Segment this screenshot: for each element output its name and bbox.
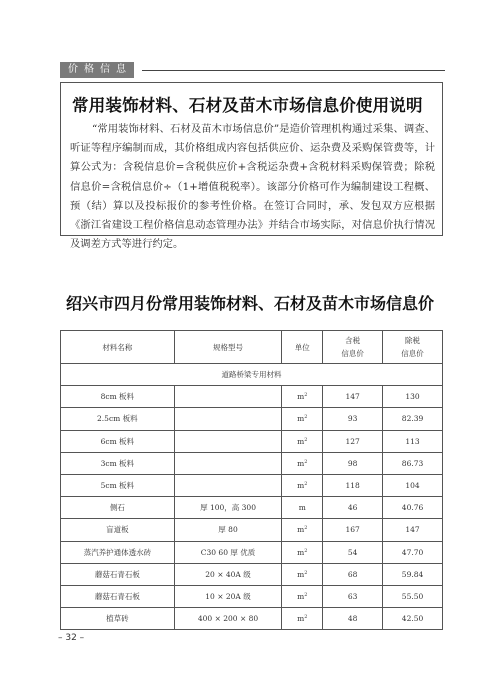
cell-tax-excluded: 104 xyxy=(383,474,443,496)
cell-tax-included: 54 xyxy=(323,541,383,563)
cell-spec: 20 × 40A 级 xyxy=(174,563,282,585)
unit-text: m xyxy=(297,547,305,557)
unit-text: m xyxy=(297,392,305,402)
cell-unit xyxy=(282,430,323,452)
table-row xyxy=(61,430,443,452)
unit-text: m xyxy=(297,458,305,468)
cell-tax-included: 118 xyxy=(323,474,383,496)
cell-tax-excluded: 40.76 xyxy=(383,497,443,519)
notice-body: “常用装饰材料、石材及苗木市场信息价”是造价管理机构通过采集、调查、听证等程序编制而成，其价格组成内容包括供应价、运杂费及采购保管费等，计算公式为：含税信息价=含税供应价+含税运杂费+含税材料采购保管费；除税信息价=含税信息价÷（1+增值税税率）。该部分价格可作为编制建设工程概、预（结）算以及投标报价的参考性价格。在签订合同时，承、发包双方应根据《浙江省建设工程价格信息动态管理办法》并结合市场实际，对信息价执行情况及调差方式等进行约定。 xyxy=(70,123,435,251)
cell-name: 2.5cm 板料 xyxy=(61,408,175,430)
cell-tax-excluded: 130 xyxy=(383,386,443,408)
cell-tax-excluded: 147 xyxy=(383,519,443,541)
unit-text: m xyxy=(297,436,305,446)
cell-spec xyxy=(174,452,282,474)
cell-spec: 厚 100，高 300 xyxy=(174,497,282,519)
table-header-row xyxy=(61,331,443,364)
section-tag-rule xyxy=(142,70,445,71)
table-title: 绍兴市四月份常用装饰材料、石材及苗木市场信息价 xyxy=(65,294,434,313)
cell-spec xyxy=(174,408,282,430)
cell-unit xyxy=(282,519,323,541)
cell-name: 5cm 板料 xyxy=(61,474,175,496)
unit-exponent: 2 xyxy=(304,614,308,621)
unit-exponent: 2 xyxy=(304,525,308,532)
header-tax-included-line2: 信息价 xyxy=(341,349,364,358)
cell-unit xyxy=(282,563,323,585)
cell-spec xyxy=(174,430,282,452)
unit-exponent: 2 xyxy=(304,547,308,554)
unit-exponent: 2 xyxy=(304,436,308,443)
unit-text: m xyxy=(297,414,305,424)
notice-title: 常用装饰材料、石材及苗木市场信息价使用说明 xyxy=(72,96,423,115)
header-tax-excluded-price xyxy=(383,331,443,364)
cell-spec xyxy=(174,386,282,408)
cell-unit xyxy=(282,541,323,563)
table-row xyxy=(61,608,443,630)
cell-name: 3cm 板料 xyxy=(61,452,175,474)
cell-tax-included: 68 xyxy=(323,563,383,585)
header-tax-excluded-line1: 除税 xyxy=(405,336,421,345)
cell-name: 蘑菇石青石板 xyxy=(61,563,175,585)
cell-spec: C30 60 厚 优质 xyxy=(174,541,282,563)
cell-tax-excluded: 86.73 xyxy=(383,452,443,474)
cell-tax-excluded: 42.50 xyxy=(383,608,443,630)
usage-notice-box xyxy=(60,82,443,251)
cell-unit xyxy=(282,408,323,430)
cell-name: 盲道板 xyxy=(61,519,175,541)
header-tax-included-line1: 含税 xyxy=(345,336,361,345)
cell-name: 植草砖 xyxy=(61,608,175,630)
cell-name: 蘑菇石青石板 xyxy=(61,585,175,607)
cell-unit xyxy=(282,386,323,408)
section-row xyxy=(61,364,443,386)
cell-tax-included: 147 xyxy=(323,386,383,408)
section-tag-bar xyxy=(60,62,445,78)
cell-name: 8cm 板料 xyxy=(61,386,175,408)
table-row xyxy=(61,474,443,496)
cell-tax-included: 48 xyxy=(323,608,383,630)
price-table xyxy=(60,330,443,630)
unit-text: m xyxy=(297,591,305,601)
unit-exponent: 2 xyxy=(304,569,308,576)
cell-tax-excluded: 55.50 xyxy=(383,585,443,607)
cell-tax-excluded: 47.70 xyxy=(383,541,443,563)
table-row xyxy=(61,585,443,607)
unit-text: m xyxy=(298,503,306,513)
table-row xyxy=(61,408,443,430)
cell-name: 6cm 板料 xyxy=(61,430,175,452)
unit-exponent: 2 xyxy=(304,481,308,488)
cell-tax-excluded: 82.39 xyxy=(383,408,443,430)
cell-tax-included: 98 xyxy=(323,452,383,474)
section-heading: 道路桥梁专用材料 xyxy=(61,364,443,386)
cell-name: 侧石 xyxy=(61,497,175,519)
section-tag: 价格信息 xyxy=(60,62,134,78)
table-row xyxy=(61,452,443,474)
cell-tax-included: 63 xyxy=(323,585,383,607)
cell-tax-included: 127 xyxy=(323,430,383,452)
unit-exponent: 2 xyxy=(304,414,308,421)
cell-unit xyxy=(282,474,323,496)
cell-spec: 400 × 200 × 80 xyxy=(174,608,282,630)
unit-text: m xyxy=(297,525,305,535)
cell-unit xyxy=(282,585,323,607)
cell-name: 蒸汽养护通体透水砖 xyxy=(61,541,175,563)
table-row xyxy=(61,541,443,563)
header-tax-included-price xyxy=(323,331,383,364)
header-unit: 单位 xyxy=(282,331,323,364)
cell-tax-included: 167 xyxy=(323,519,383,541)
unit-text: m xyxy=(297,481,305,491)
cell-unit xyxy=(282,497,323,519)
table-row xyxy=(61,519,443,541)
cell-spec: 10 × 20A 级 xyxy=(174,585,282,607)
header-material-name: 材料名称 xyxy=(61,331,175,364)
header-spec: 规格型号 xyxy=(174,331,282,364)
table-row xyxy=(61,386,443,408)
cell-unit xyxy=(282,452,323,474)
header-tax-excluded-line2: 信息价 xyxy=(401,349,424,358)
cell-tax-excluded: 59.84 xyxy=(383,563,443,585)
cell-spec xyxy=(174,474,282,496)
table-row xyxy=(61,563,443,585)
cell-spec: 厚 80 xyxy=(174,519,282,541)
unit-text: m xyxy=(297,614,305,624)
page-number: – 32 – xyxy=(58,633,85,643)
unit-exponent: 2 xyxy=(304,458,308,465)
table-row xyxy=(61,497,443,519)
cell-tax-included: 46 xyxy=(323,497,383,519)
cell-tax-excluded: 113 xyxy=(383,430,443,452)
unit-text: m xyxy=(297,569,305,579)
cell-unit xyxy=(282,608,323,630)
cell-tax-included: 93 xyxy=(323,408,383,430)
unit-exponent: 2 xyxy=(304,392,308,399)
unit-exponent: 2 xyxy=(304,591,308,598)
